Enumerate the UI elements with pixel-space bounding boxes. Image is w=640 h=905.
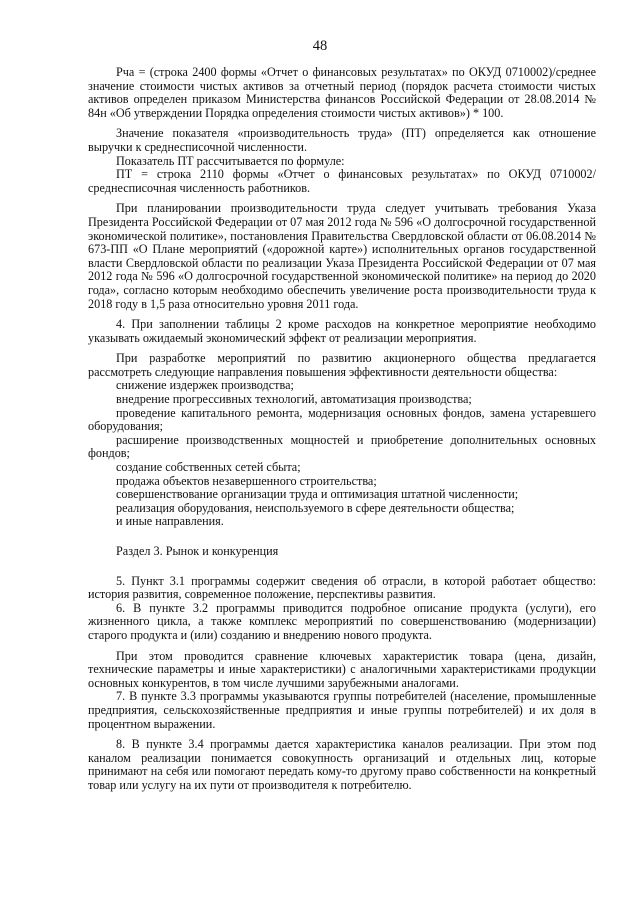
list-item: реализация оборудования, неиспользуемого в сфере деятельности общества; [116,500,515,515]
paragraph-productivity-planning: При планировании производительности труда следует учитывать требования Указа Президента Российской Федерации от 07 мая 2012 года № 596 «О долгосрочной государственной экономической политике», постановления Правительства Свердловской области от 06.08.2014 № 673-ПП «О Плане мероприятий («дорожной карте») исполнительных органов государственной власти Свердловской области по реализации Указа Президента Российской Федерации от 07 мая 2012 года № 596 «О долгосрочной государственной экономической политике» на период до 2020 года», согласно которым необходимо обеспечить увеличение роста производительности труда к 2018 году в 1,5 раза относительно уровня 2011 года. [88,201,596,311]
list-item: совершенствование организации труда и оптимизация штатной численности; [116,487,519,502]
paragraph-comparison: При этом проводится сравнение ключевых характеристик товара (цена, дизайн, технические параметры и иные характеристики) с аналогичными характеристиками продукции основных конкурентов, в том числе лучшими зарубежными аналогами. [88,648,596,690]
paragraph-pt-formula-intro: Показатель ПТ рассчитывается по формуле: [116,153,345,168]
list-item: и иные направления. [116,514,224,529]
document-body [88,66,596,793]
paragraph-item-7: 7. В пункте 3.3 программы указываются группы потребителей (население, промышленные предприятия, сельскохозяйственные предприятия и иные группы потребителей) и их доля в процентном выражении. [88,689,596,731]
list-item: расширение производственных мощностей и приобретение дополнительных основных фондов; [88,432,596,461]
paragraph-pt-definition: Значение показателя «производительность труда» (ПТ) определяется как отношение выручки к среднесписочной численности. [88,126,596,154]
list-item: внедрение прогрессивных технологий, автоматизация производства; [116,392,472,407]
paragraph-item-5: 5. Пункт 3.1 программы содержит сведения об отрасли, в которой работает общество: история развития, современное положение, перспективы развития. [88,573,596,602]
list-item: продажа объектов незавершенного строительства; [116,473,377,488]
paragraph-directions-intro: При разработке мероприятий по развитию акционерного общества предлагается рассмотреть следующие направления повышения эффективности деятельности общества: [88,351,596,379]
paragraph-pt-formula: ПТ = строка 2110 формы «Отчет о финансовых результатах» по ОКУД 0710002/среднесписочная численность работников. [88,167,596,195]
paragraph-rcha-formula: Рча = (строка 2400 формы «Отчет о финансовых результатах» по ОКУД 0710002)/среднее значение стоимости чистых активов за отчетный период (порядок расчета стоимости чистых активов определен приказом Министерства финансов Российской Федерации от 28.08.2014 № 84н «Об утверждении Порядка определения стоимости чистых активов») * 100. [88,65,596,120]
page-number: 48 [312,38,328,54]
paragraph-item-4: 4. При заполнении таблицы 2 кроме расходов на конкретное мероприятие необходимо указывать ожидаемый экономический эффект от реализации мероприятия. [88,317,596,345]
paragraph-item-8: 8. В пункте 3.4 программы дается характеристика каналов реализации. При этом под каналом реализации понимается совокупность организаций и отдельных лиц, которые принимают на себя или помогают передать кому-то другому право собственности на конкретный товар или услугу на их пути от производителя к потребителю. [88,737,596,792]
paragraph-item-6: 6. В пункте 3.2 программы приводится подробное описание продукта (услуги), его жизненного цикла, а также комплекс мероприятий по совершенствованию (модернизации) старого продукта и (или) созданию и внедрению нового продукта. [88,600,596,642]
list-item: проведение капитального ремонта, модернизация основных фондов, замена устаревшего оборудования; [88,405,596,434]
section-heading: Раздел 3. Рынок и конкуренция [116,544,279,558]
list-item: создание собственных сетей сбыта; [116,460,301,475]
list-item: снижение издержек производства; [116,378,294,393]
